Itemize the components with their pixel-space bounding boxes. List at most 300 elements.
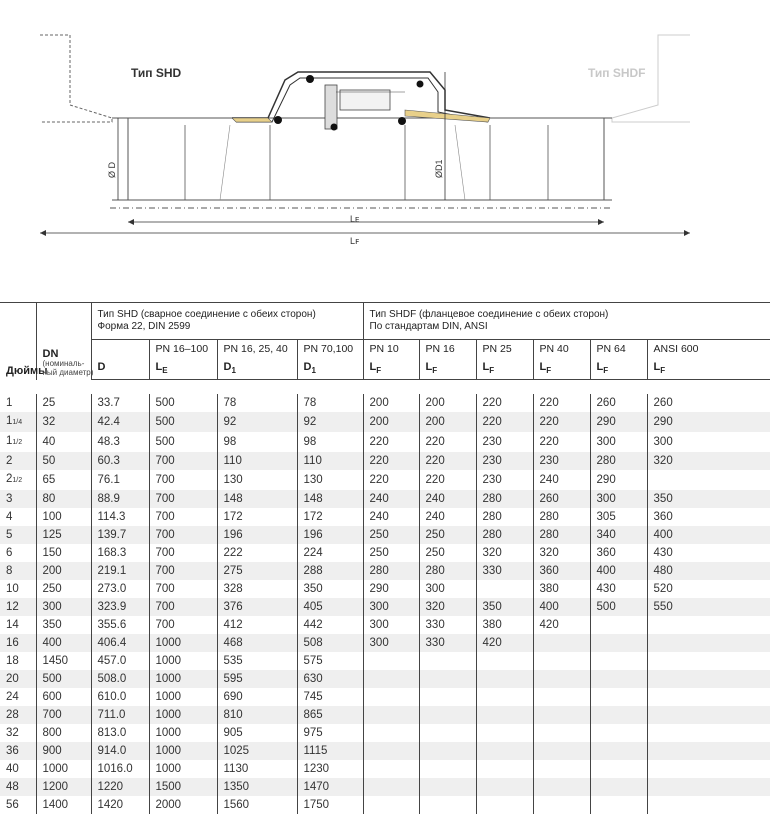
table-row (0, 412, 770, 432)
cell-le: 1000 (149, 670, 217, 688)
cell-d1b: 630 (297, 670, 363, 688)
cell-f64 (590, 724, 647, 742)
cell-f10: 250 (363, 526, 419, 544)
cell-f16: 330 (419, 616, 476, 634)
header-pn: PN 10 (363, 340, 419, 362)
cell-le: 700 (149, 470, 217, 490)
cell-ansi (647, 634, 770, 652)
cell-le: 500 (149, 412, 217, 432)
cell-f25: 330 (476, 562, 533, 580)
cell-d: 42.4 (91, 412, 149, 432)
cell-f16: 220 (419, 432, 476, 452)
table-row (0, 706, 770, 724)
cell-ansi: 550 (647, 598, 770, 616)
cell-inches: 21/2 (6, 473, 23, 485)
cell-dn: 700 (36, 706, 91, 724)
cell-f10: 290 (363, 580, 419, 598)
cell-f64: 360 (590, 544, 647, 562)
table-row (0, 508, 770, 526)
header-dn-note-1: (номиналь- (42, 358, 85, 368)
cell-le: 2000 (149, 796, 217, 814)
cell-d: 813.0 (91, 724, 149, 742)
cell-f25 (476, 688, 533, 706)
cell-ansi (647, 796, 770, 814)
cell-f40 (533, 760, 590, 778)
cell-f40: 240 (533, 470, 590, 490)
cell-f25 (476, 670, 533, 688)
cell-f40: 380 (533, 580, 590, 598)
cell-d1b: 1750 (297, 796, 363, 814)
table-row (0, 544, 770, 562)
cell-d: 88.9 (91, 490, 149, 508)
cell-inches: 36 (0, 742, 36, 760)
cell-d: 273.0 (91, 580, 149, 598)
cell-f25 (476, 760, 533, 778)
cell-inches: 5 (0, 526, 36, 544)
cell-f64: 260 (590, 394, 647, 412)
cell-d: 1420 (91, 796, 149, 814)
cell-le: 700 (149, 544, 217, 562)
table-row (0, 470, 770, 490)
cell-d1b: 110 (297, 452, 363, 470)
cell-f10 (363, 724, 419, 742)
cell-d1a: 1025 (217, 742, 297, 760)
cell-d: 48.3 (91, 432, 149, 452)
table-row (0, 394, 770, 412)
cell-d1b: 196 (297, 526, 363, 544)
cell-f40: 220 (533, 432, 590, 452)
cell-f64 (590, 796, 647, 814)
cell-ansi: 290 (647, 412, 770, 432)
table-row (0, 562, 770, 580)
cell-d1a: 810 (217, 706, 297, 724)
cell-f25 (476, 580, 533, 598)
cell-ansi (647, 670, 770, 688)
cell-f16: 200 (419, 412, 476, 432)
cell-f25 (476, 652, 533, 670)
cell-le: 700 (149, 490, 217, 508)
cell-d1a: 148 (217, 490, 297, 508)
cell-d1a: 905 (217, 724, 297, 742)
cell-f40 (533, 742, 590, 760)
cell-le: 1500 (149, 778, 217, 796)
header-pn: ANSI 600 (647, 340, 770, 362)
cell-d1a: 275 (217, 562, 297, 580)
cell-dn: 32 (36, 412, 91, 432)
cell-d1b: 98 (297, 432, 363, 452)
cell-d1b: 130 (297, 470, 363, 490)
cell-f64: 430 (590, 580, 647, 598)
header-dn (36, 303, 94, 380)
header-pn: PN 16 (419, 340, 476, 362)
cell-ansi: 400 (647, 526, 770, 544)
cell-ansi: 350 (647, 490, 770, 508)
table-row (0, 580, 770, 598)
header-pn: PN 64 (590, 340, 647, 362)
cell-inches: 11/2 (6, 435, 23, 447)
cell-d1a: 196 (217, 526, 297, 544)
cell-dn: 150 (36, 544, 91, 562)
cell-f10: 240 (363, 490, 419, 508)
cell-f25: 420 (476, 634, 533, 652)
cell-f25: 380 (476, 616, 533, 634)
cell-f40: 260 (533, 490, 590, 508)
cell-f10: 280 (363, 562, 419, 580)
cell-d: 355.6 (91, 616, 149, 634)
cell-d: 508.0 (91, 670, 149, 688)
header-sym-lf: $L_F$ (476, 361, 533, 380)
cell-f64: 400 (590, 562, 647, 580)
cell-inches: 32 (6, 727, 19, 739)
cell-f25: 280 (476, 508, 533, 526)
cell-f16: 330 (419, 634, 476, 652)
cell-dn: 40 (36, 432, 91, 452)
cell-d1b: 442 (297, 616, 363, 634)
cell-dn: 50 (36, 452, 91, 470)
cell-dn: 600 (36, 688, 91, 706)
cell-ansi (647, 706, 770, 724)
header-pn: PN 16, 25, 40 (217, 340, 297, 362)
cell-d1b: 172 (297, 508, 363, 526)
cell-f40 (533, 652, 590, 670)
cell-le: 1000 (149, 760, 217, 778)
cell-d1b: 1230 (297, 760, 363, 778)
cell-dn: 200 (36, 562, 91, 580)
cell-f25: 230 (476, 432, 533, 452)
cell-dn: 900 (36, 742, 91, 760)
cell-f64 (590, 688, 647, 706)
dimension-le: Lᴇ (350, 214, 360, 224)
cell-f25: 230 (476, 452, 533, 470)
cell-f25 (476, 796, 533, 814)
header-inches: Дюймы (0, 303, 36, 380)
cell-f10 (363, 796, 419, 814)
cell-f10: 250 (363, 544, 419, 562)
cell-inches: 24 (6, 691, 19, 703)
cell-f64: 300 (590, 432, 647, 452)
cell-ansi (647, 760, 770, 778)
cell-ansi: 430 (647, 544, 770, 562)
cell-le: 700 (149, 526, 217, 544)
table-row (0, 670, 770, 688)
header-sym-lf: $L_F$ (590, 361, 647, 380)
cell-d1b: 148 (297, 490, 363, 508)
table-row (0, 452, 770, 470)
table-row (0, 688, 770, 706)
cell-d1b: 975 (297, 724, 363, 742)
cell-f40: 280 (533, 526, 590, 544)
cell-d: 1220 (91, 778, 149, 796)
cell-f10: 220 (363, 470, 419, 490)
table-row (0, 526, 770, 544)
header-dn-note-2: ный диаметр) (42, 367, 94, 377)
cell-dn: 65 (36, 470, 91, 490)
cell-f16: 250 (419, 544, 476, 562)
header-sym-lf: $L_F$ (419, 361, 476, 380)
cell-dn: 1400 (36, 796, 91, 814)
cell-f10 (363, 670, 419, 688)
header-shdf-line1: Тип SHDF (фланцевое соединение с обеих сторон) (369, 309, 609, 320)
cell-f40 (533, 688, 590, 706)
cell-f40: 320 (533, 544, 590, 562)
cell-f25 (476, 742, 533, 760)
cell-ansi (647, 652, 770, 670)
header-shd-line1: Тип SHD (сварное соединение с обеих сторон) (97, 309, 316, 320)
cell-d: 139.7 (91, 526, 149, 544)
table-row (0, 432, 770, 452)
cell-f64 (590, 778, 647, 796)
table-row (0, 760, 770, 778)
header-pn: PN 40 (533, 340, 590, 362)
cell-ansi (647, 724, 770, 742)
cell-f16 (419, 742, 476, 760)
cell-dn: 500 (36, 670, 91, 688)
cell-f16 (419, 760, 476, 778)
cell-d1a: 92 (217, 412, 297, 432)
cell-inches: 48 (0, 778, 36, 796)
cell-ansi: 480 (647, 562, 770, 580)
table-row (0, 724, 770, 742)
cell-d1a: 1350 (217, 778, 297, 796)
cell-d1b: 1470 (297, 778, 363, 796)
cell-inches: 18 (6, 655, 19, 667)
header-pn: PN 70,100 (297, 340, 363, 362)
cell-f16 (419, 796, 476, 814)
dimension-lf: Lꜰ (350, 236, 360, 246)
cell-d1b: 350 (297, 580, 363, 598)
table-row (0, 616, 770, 634)
cell-f16: 240 (419, 490, 476, 508)
cell-d1a: 172 (217, 508, 297, 526)
dimension-d1: ØD1 (434, 159, 444, 178)
header-pn: PN 16–100 (149, 340, 217, 362)
cell-d1b: 224 (297, 544, 363, 562)
cell-d1b: 865 (297, 706, 363, 724)
cell-f10 (363, 688, 419, 706)
cell-le: 1000 (149, 724, 217, 742)
cell-f64 (590, 634, 647, 652)
cell-dn: 400 (36, 634, 91, 652)
cell-f10 (363, 652, 419, 670)
cell-f64: 290 (590, 470, 647, 490)
cell-d1b: 575 (297, 652, 363, 670)
cell-le: 1000 (149, 706, 217, 724)
cell-ansi: 260 (647, 394, 770, 412)
cell-d: 323.9 (91, 598, 149, 616)
cell-f25: 220 (476, 394, 533, 412)
cell-f40: 230 (533, 452, 590, 470)
cell-f64 (590, 670, 647, 688)
cell-ansi (647, 778, 770, 796)
cell-f10 (363, 760, 419, 778)
cell-d: 610.0 (91, 688, 149, 706)
cell-f10: 200 (363, 394, 419, 412)
header-symbol-row (0, 361, 770, 380)
cell-dn: 350 (36, 616, 91, 634)
cell-d1a: 328 (217, 580, 297, 598)
cell-d: 114.3 (91, 508, 149, 526)
table-row (0, 742, 770, 760)
cell-f25: 230 (476, 470, 533, 490)
header-shdf-line2: По стандартам DIN, ANSI (369, 321, 488, 332)
cell-d: 711.0 (91, 706, 149, 724)
cell-f10: 200 (363, 412, 419, 432)
cell-f10 (363, 742, 419, 760)
cell-f16: 220 (419, 452, 476, 470)
cell-d1b: 288 (297, 562, 363, 580)
cell-f16 (419, 778, 476, 796)
cell-f64 (590, 652, 647, 670)
header-pn-row (0, 340, 770, 362)
cell-f16: 320 (419, 598, 476, 616)
cell-d1a: 690 (217, 688, 297, 706)
cell-f40: 220 (533, 394, 590, 412)
cell-f25: 280 (476, 490, 533, 508)
cell-d1b: 745 (297, 688, 363, 706)
cell-f64 (590, 706, 647, 724)
cell-f10: 240 (363, 508, 419, 526)
header-sym-d: D (91, 361, 149, 380)
cell-f10: 300 (363, 634, 419, 652)
cell-f10 (363, 778, 419, 796)
cell-le: 1000 (149, 652, 217, 670)
cell-f10 (363, 706, 419, 724)
cell-f10: 300 (363, 616, 419, 634)
cell-f40 (533, 634, 590, 652)
cell-le: 700 (149, 616, 217, 634)
cell-f64: 340 (590, 526, 647, 544)
cell-f64: 300 (590, 490, 647, 508)
cell-f40: 400 (533, 598, 590, 616)
cell-f25 (476, 778, 533, 796)
cell-f40: 220 (533, 412, 590, 432)
cell-f64 (590, 616, 647, 634)
cell-f40 (533, 706, 590, 724)
table-row (0, 652, 770, 670)
cell-d1a: 1130 (217, 760, 297, 778)
cell-f16: 280 (419, 562, 476, 580)
cell-f40 (533, 670, 590, 688)
cell-f16: 250 (419, 526, 476, 544)
header-group-row (0, 303, 770, 340)
spec-table-body (0, 380, 770, 815)
cell-f40: 280 (533, 508, 590, 526)
cell-f25: 220 (476, 412, 533, 432)
cell-f16 (419, 724, 476, 742)
cell-dn: 300 (36, 598, 91, 616)
cell-ansi: 520 (647, 580, 770, 598)
cell-inches: 28 (0, 706, 36, 724)
cell-inches: 16 (0, 634, 36, 652)
label-type-shdf: Тип SHDF (588, 66, 646, 80)
cell-inches: 6 (6, 547, 13, 559)
cell-le: 500 (149, 432, 217, 452)
cell-d1a: 1560 (217, 796, 297, 814)
cell-f16: 220 (419, 470, 476, 490)
cell-d1a: 130 (217, 470, 297, 490)
cell-dn: 1000 (36, 760, 91, 778)
cell-f40: 420 (533, 616, 590, 634)
cell-d: 914.0 (91, 742, 149, 760)
cell-ansi (647, 616, 770, 634)
cell-d1a: 468 (217, 634, 297, 652)
header-dn-title: DN (42, 347, 59, 360)
seal-ring (306, 75, 314, 83)
cell-le: 1000 (149, 742, 217, 760)
cell-f25: 350 (476, 598, 533, 616)
cell-f16 (419, 688, 476, 706)
cell-f16: 300 (419, 580, 476, 598)
cell-f16 (419, 706, 476, 724)
cell-inches: 12 (0, 598, 36, 616)
cell-inches: 20 (0, 670, 36, 688)
cell-d1b: 92 (297, 412, 363, 432)
cell-d: 60.3 (91, 452, 149, 470)
spacer-row (0, 380, 770, 395)
dimension-d: Ø D (107, 161, 117, 178)
cell-f40 (533, 796, 590, 814)
cell-dn: 25 (36, 394, 91, 412)
header-sym-lf: $L_F$ (647, 361, 770, 380)
cell-ansi (647, 742, 770, 760)
header-sym-le: $L_E$ (149, 361, 217, 380)
cell-d: 1016.0 (91, 760, 149, 778)
cell-inches: 56 (6, 799, 19, 811)
header-sym-d1: $D_1$ (297, 361, 363, 380)
cell-d: 168.3 (91, 544, 149, 562)
cell-f25 (476, 706, 533, 724)
cell-d1b: 78 (297, 394, 363, 412)
cell-f25: 320 (476, 544, 533, 562)
cell-d1a: 110 (217, 452, 297, 470)
cell-d: 406.4 (91, 634, 149, 652)
cell-d: 33.7 (91, 394, 149, 412)
cell-inches: 2 (0, 452, 36, 470)
cell-d1a: 222 (217, 544, 297, 562)
cell-f25 (476, 724, 533, 742)
table-row (0, 598, 770, 616)
cell-inches: 3 (0, 490, 36, 508)
header-pn-empty (91, 340, 149, 362)
cell-f10: 300 (363, 598, 419, 616)
cell-dn: 100 (36, 508, 91, 526)
cell-inches: 4 (6, 511, 13, 523)
spec-table (0, 302, 770, 814)
cell-d1b: 405 (297, 598, 363, 616)
cell-f40: 360 (533, 562, 590, 580)
cell-f64 (590, 742, 647, 760)
header-sym-d1: $D_1$ (217, 361, 297, 380)
cell-ansi: 320 (647, 452, 770, 470)
header-sym-lf: $L_F$ (533, 361, 590, 380)
cell-d1b: 1115 (297, 742, 363, 760)
cell-f16 (419, 652, 476, 670)
cell-d: 76.1 (91, 470, 149, 490)
cell-d1a: 535 (217, 652, 297, 670)
cell-inches: 40 (6, 763, 19, 775)
table-row (0, 490, 770, 508)
cell-inches: 11/4 (0, 412, 36, 432)
cell-le: 1000 (149, 634, 217, 652)
header-pn: PN 25 (476, 340, 533, 362)
cell-d1b: 508 (297, 634, 363, 652)
cell-le: 700 (149, 598, 217, 616)
cell-f64: 500 (590, 598, 647, 616)
cell-f64 (590, 760, 647, 778)
cell-f40 (533, 724, 590, 742)
cell-inches: 8 (0, 562, 36, 580)
cell-le: 700 (149, 452, 217, 470)
